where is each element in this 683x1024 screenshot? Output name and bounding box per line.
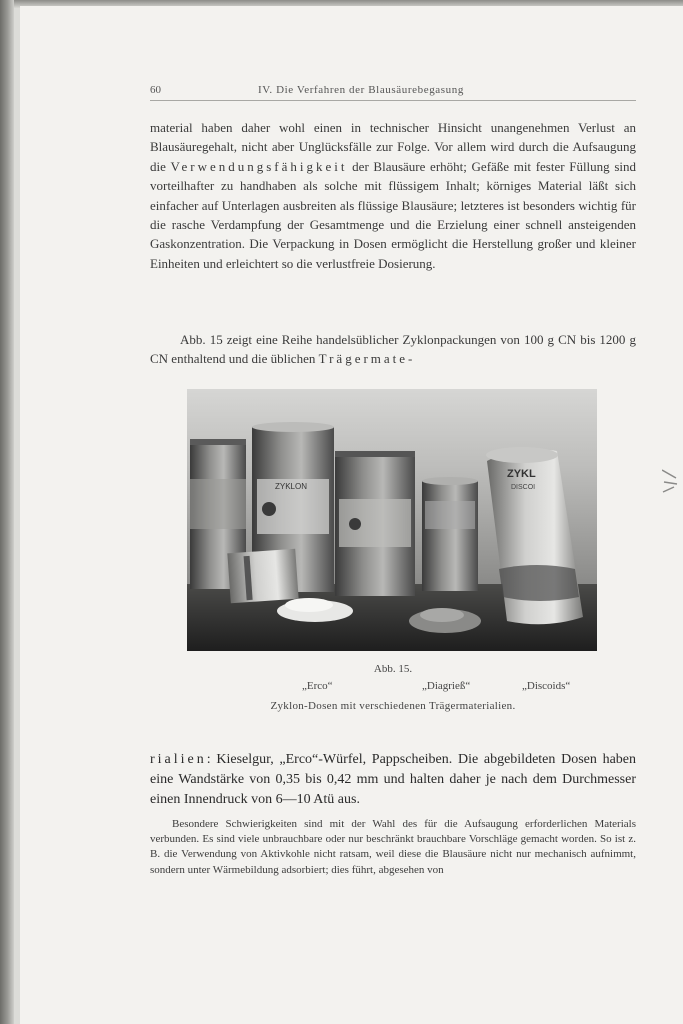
figure-photo-zyklon-cans [187,389,597,651]
caption-label-erco: „Erco“ [302,680,333,692]
can-center [335,451,415,596]
paragraph-3 [150,750,636,810]
paragraph-1-part-1: material haben daher wohl einen in technischer Hinsicht unangenehmen Verlust an Blausäuregehalt, nicht aber Unglücksfälle zur Folge. Vor allem wird durch die Aufsaugung die [150,120,636,174]
figure-caption-main: Zyklon-Dosen mit verschiedenen Trägermaterialien. [270,700,516,712]
can-label-text: ZYKLON [275,482,308,491]
scan-edge-left [0,0,14,1024]
paragraph-1-spaced-word: Verwendungsfähigkeit [170,158,348,174]
paragraph-2-part-1: Abb. 15 zeigt eine Reihe handelsüblicher Zyklonpackungen von 100 g CN bis 1200 g CN enthaltend und die üblichen [150,332,636,367]
can-right-sub-label-text: DISCOI [511,484,536,491]
paragraph-1-part-3: der Blausäure erhöht; Gefäße mit fester Füllung sind vorteilhafter zu handhaben als solche mit flüssigem Inhalt; körniges Material läßt sich einfacher auf Unterlagen ausbreiten als flüssige Blausäure; letzteres ist besonders wichtig für die rasche Verdampfung der Gesamtmenge und die Erzielung einer schnell ansteigenden Gaskonzentration. Die Verpackung in Dosen ermöglicht die Herstellung großer und kleiner Einheiten und erleichtert so die verlustfreie Dosierung. [150,158,636,271]
can-small-center-right [422,477,478,591]
caption-label-diagriess: „Diagrieß“ [422,680,471,692]
page-number: 60 [150,84,161,96]
page-header [150,84,636,101]
can-tilted-front [227,549,298,604]
caption-label-discoids: „Discoids“ [522,680,571,692]
paragraph-3-part-2: : Kieselgur, „Erco“-Würfel, Pappscheiben. Die abgebildeten Dosen haben eine Wandstärke von 0,35 bis 0,42 mm und halten daher je nach dem Durchmesser einen Innendruck von 6—10 Atü aus. [150,752,636,807]
running-title: IV. Die Verfahren der Blausäurebegasung [258,84,464,96]
figure-caption-labels [150,680,636,696]
paragraph-2 [150,330,636,369]
small-print-paragraph: Besondere Schwierigkeiten sind mit der Wahl des für die Aufsaugung erforderlichen Materials verbunden. Es sind viele unbrauchbare oder nur beschränkt brauchbare Vorschläge gemacht worden. So ist z. B. die Verwendung von Aktivkohle nicht ratsam, weil diese die Blausäure nicht nur mechanisch aufnimmt, sondern unter Wärmebildung adsorbiert; dies führt, abgesehen von [150,818,636,876]
paragraph-3-spaced-word: rialien [150,752,207,767]
margin-mark-icon [662,468,678,498]
paragraph-1 [150,118,636,273]
figure-caption-title: Abb. 15. [373,663,413,675]
can-right-label-text: ZYKL [507,468,536,480]
paragraph-2-spaced-word: Trägermate- [318,351,416,367]
